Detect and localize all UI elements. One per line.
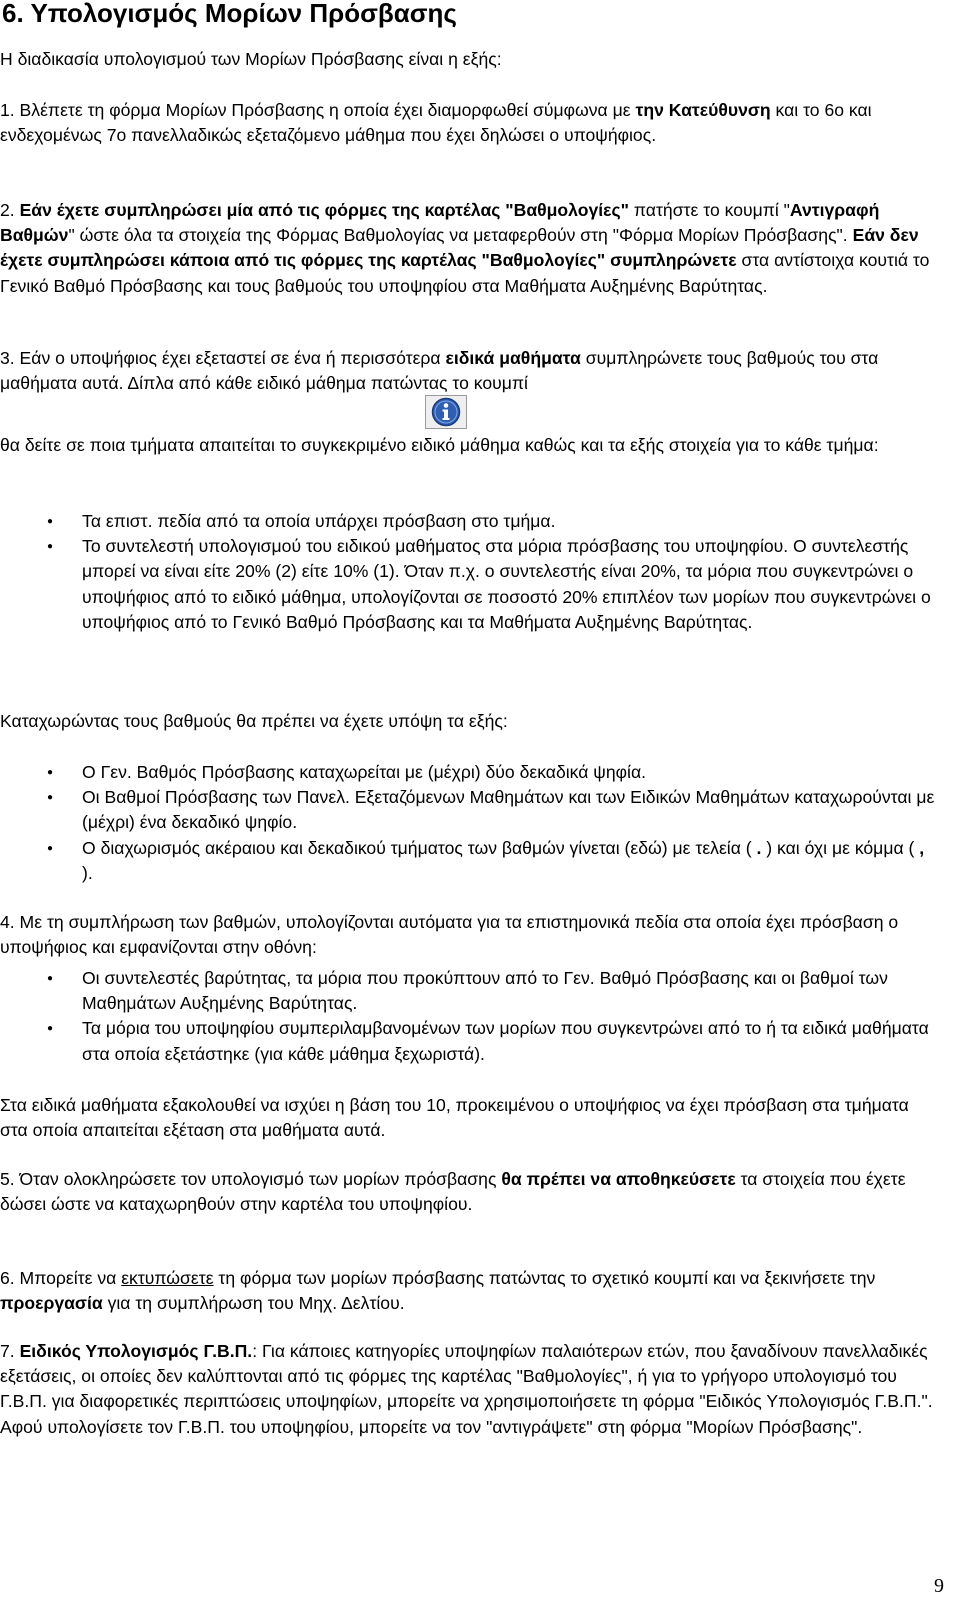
step-3-paragraph bbox=[0, 346, 935, 396]
step-4-paragraph: 4. Με τη συμπλήρωση των βαθμών, υπολογίζονται αυτόματα για τα επιστημονικά πεδία στα οποία έχει πρόσβαση ο υποψήφιος και εμφανίζονται στην οθόνη: bbox=[0, 912, 899, 958]
list-item: ● Τα μόρια του υποψηφίου συμπεριλαμβανομένων των μορίων που συγκεντρώνει από το ή τα ειδικά μαθήματα στα οποία εξετάστηκε (για κάθε μάθημα ξεχωριστά). bbox=[0, 1016, 935, 1066]
special-course-info-list bbox=[0, 509, 935, 635]
step-3-after-icon: θα δείτε σε ποια τμήματα απαιτείται το συγκεκριμένο ειδικό μάθημα καθώς και τα εξής στοιχεία για το κάθε τμήμα: bbox=[0, 435, 879, 455]
list-item: ● Οι συντελεστές βαρύτητας, τα μόρια που προκύπτουν από το Γεν. Βαθμό Πρόσβασης και οι βαθμοί των Μαθημάτων Αυξημένης Βαρύτητας. bbox=[0, 966, 935, 1016]
step-6-text: 6. Μπορείτε να bbox=[0, 1268, 122, 1288]
step-7-bold-special-gbp: Ειδικός Υπολογισμός Γ.Β.Π. bbox=[19, 1341, 253, 1361]
step-5-bold-save: θα πρέπει να αποθηκεύσετε bbox=[501, 1169, 736, 1189]
step-2-paragraph bbox=[0, 198, 935, 299]
step-1-paragraph bbox=[0, 98, 935, 148]
step-2-number: 2. bbox=[0, 200, 20, 220]
print-link[interactable]: εκτυπώσετε bbox=[121, 1268, 214, 1288]
separator-rule-text-mid: ) και όχι με κόμμα ( bbox=[761, 837, 920, 858]
step-1-text: 1. Βλέπετε τη φόρμα Μορίων Πρόσβασης η οποία έχει διαμορφωθεί σύμφωνα με bbox=[0, 100, 636, 120]
step-3-bold-special-courses: ειδικά μαθήματα bbox=[445, 348, 581, 368]
step-2-bold-filled: Εάν έχετε συμπληρώσει μία από τις φόρμες της καρτέλας "Βαθμολογίες" bbox=[19, 200, 630, 220]
step-2-text-end: στα αντίστοιχα κουτιά το Γενικό Βαθμό Πρόσβασης και τους βαθμούς του υποψηφίου στα Μαθήματα Αυξημένης Βαρύτητας. bbox=[0, 250, 930, 296]
step-2-text: πατήστε το κουμπί " bbox=[629, 200, 790, 220]
info-icon-graphic bbox=[430, 397, 462, 427]
step-3-text: 3. Εάν ο υποψήφιος έχει εξεταστεί σε ένα ή περισσότερα bbox=[0, 348, 446, 368]
step-7-number: 7. bbox=[0, 1341, 20, 1361]
step-7-paragraph bbox=[0, 1339, 935, 1440]
step-2-bold-not-filled: Εάν δεν έχετε συμπληρώσει κάποια από τις φόρμες της καρτέλας "Βαθμολογίες" συμπληρώνετε bbox=[0, 225, 919, 271]
step-5-paragraph bbox=[0, 1167, 935, 1217]
step-3-text-end: συμπληρώνετε τους βαθμούς του στα μαθήματα αυτά. Δίπλα από κάθε ειδικό μάθημα πατώντας το κουμπί bbox=[0, 348, 879, 394]
section-heading: 6. Υπολογισμός Μορίων Πρόσβασης bbox=[2, 0, 457, 28]
copy-grades-button-name: Αντιγραφή Βαθμών bbox=[0, 200, 880, 246]
step-6-paragraph bbox=[0, 1266, 935, 1316]
special-courses-note: Στα ειδικά μαθήματα εξακολουθεί να ισχύει η βάση του 10, προκειμένου ο υποψήφιος να έχει πρόσβαση στα τμήματα στα οποία απαιτείται εξέταση στα μαθήματα αυτά. bbox=[0, 1095, 909, 1141]
list-item: ● Τα επιστ. πεδία από τα οποία υπάρχει πρόσβαση στο τμήμα. bbox=[0, 509, 935, 534]
list-item bbox=[0, 836, 935, 886]
step-6-text-end: για τη συμπλήρωση του Μηχ. Δελτίου. bbox=[102, 1293, 405, 1314]
list-item: ● Το συντελεστή υπολογισμού του ειδικού μαθήματος στα μόρια πρόσβασης του υποψηφίου. Ο συντελεστής μπορεί να είναι είτε 20% (2) είτε 10% (1). Όταν π.χ. ο συντελεστής είναι 20%, τα μόρια που συγκεντρώνει ο υποψήφιος από το ειδικό μάθημα, υπολογίζονται σε ποσοστό 20% επιπλέον των μορίων που συγκεντρώνει ο υποψήφιος από το Γενικό Βαθμό Πρόσβασης και τα Μαθήματα Αυξημένης Βαρύτητας. bbox=[0, 534, 935, 635]
grading-intro: Καταχωρώντας τους βαθμούς θα πρέπει να έχετε υπόψη τα εξής: bbox=[0, 711, 508, 731]
step-1-text-end: και το 6ο και ενδεχομένως 7ο πανελλαδικώς εξεταζόμενο μάθημα που έχει δηλώσει ο υποψήφιος. bbox=[0, 100, 872, 146]
intro-paragraph: Η διαδικασία υπολογισμού των Μορίων Πρόσβασης είναι η εξής: bbox=[0, 49, 502, 69]
step-5-text-end: τα στοιχεία που έχετε δώσει ώστε να καταχωρηθούν στην καρτέλα του υποψηφίου. bbox=[0, 1169, 906, 1215]
separator-rule-text-end: ). bbox=[82, 862, 93, 883]
step-6-bold-preparation: προεργασία bbox=[0, 1293, 103, 1314]
list-item: ● Οι Βαθμοί Πρόσβασης των Πανελ. Εξεταζόμενων Μαθημάτων και των Ειδικών Μαθημάτων καταχωρούνται με (μέχρι) ένα δεκαδικό ψηφίο. bbox=[0, 785, 935, 835]
computed-results-list bbox=[0, 966, 935, 1067]
step-7-text: : Για κάποιες κατηγορίες υποψηφίων παλαιότερων ετών, που ξαναδίνουν πανελλαδικές εξετάσεις, οι οποίες δεν καλύπτονται από τις φόρμες της καρτέλας "Βαθμολογίες", ή για το γρήγορο υπολογισμό του Γ.Β.Π. για διαφορετικές περιπτώσεις υποψηφίων, μπορείτε να χρησιμοποιήσετε τη φόρμα "Ειδικός Υπολογισμός Γ.Β.Π.". Αφού υπολογίσετε τον Γ.Β.Π. του υποψηφίου, μπορείτε να τον "αντιγράψετε" στη φόρμα "Μορίων Πρόσβασης". bbox=[0, 1341, 933, 1437]
step-1-bold-direction: την Κατεύθυνση bbox=[635, 100, 771, 120]
grading-rules-list bbox=[0, 760, 935, 886]
comma-symbol: , bbox=[919, 837, 925, 858]
step-5-text: 5. Όταν ολοκληρώσετε τον υπολογισμό των μορίων πρόσβασης bbox=[0, 1169, 502, 1189]
step-6-text-mid: τη φόρμα των μορίων πρόσβασης πατώντας το σχετικό κουμπί και να ξεκινήσετε την bbox=[213, 1268, 876, 1288]
separator-rule-text: Ο διαχωρισμός ακέραιου και δεκαδικού τμήματος των βαθμών γίνεται (εδώ) με τελεία ( bbox=[82, 837, 757, 858]
dot-symbol: . bbox=[756, 837, 762, 858]
step-2-text-mid: " ώστε όλα τα στοιχεία της Φόρμας Βαθμολογίας να μεταφερθούν στη "Φόρμα Μορίων Πρόσβασης". bbox=[68, 225, 853, 246]
list-item: ● Ο Γεν. Βαθμός Πρόσβασης καταχωρείται με (μέχρι) δύο δεκαδικά ψηφία. bbox=[0, 760, 935, 785]
info-icon bbox=[425, 395, 467, 429]
page-number: 9 bbox=[934, 1575, 944, 1597]
